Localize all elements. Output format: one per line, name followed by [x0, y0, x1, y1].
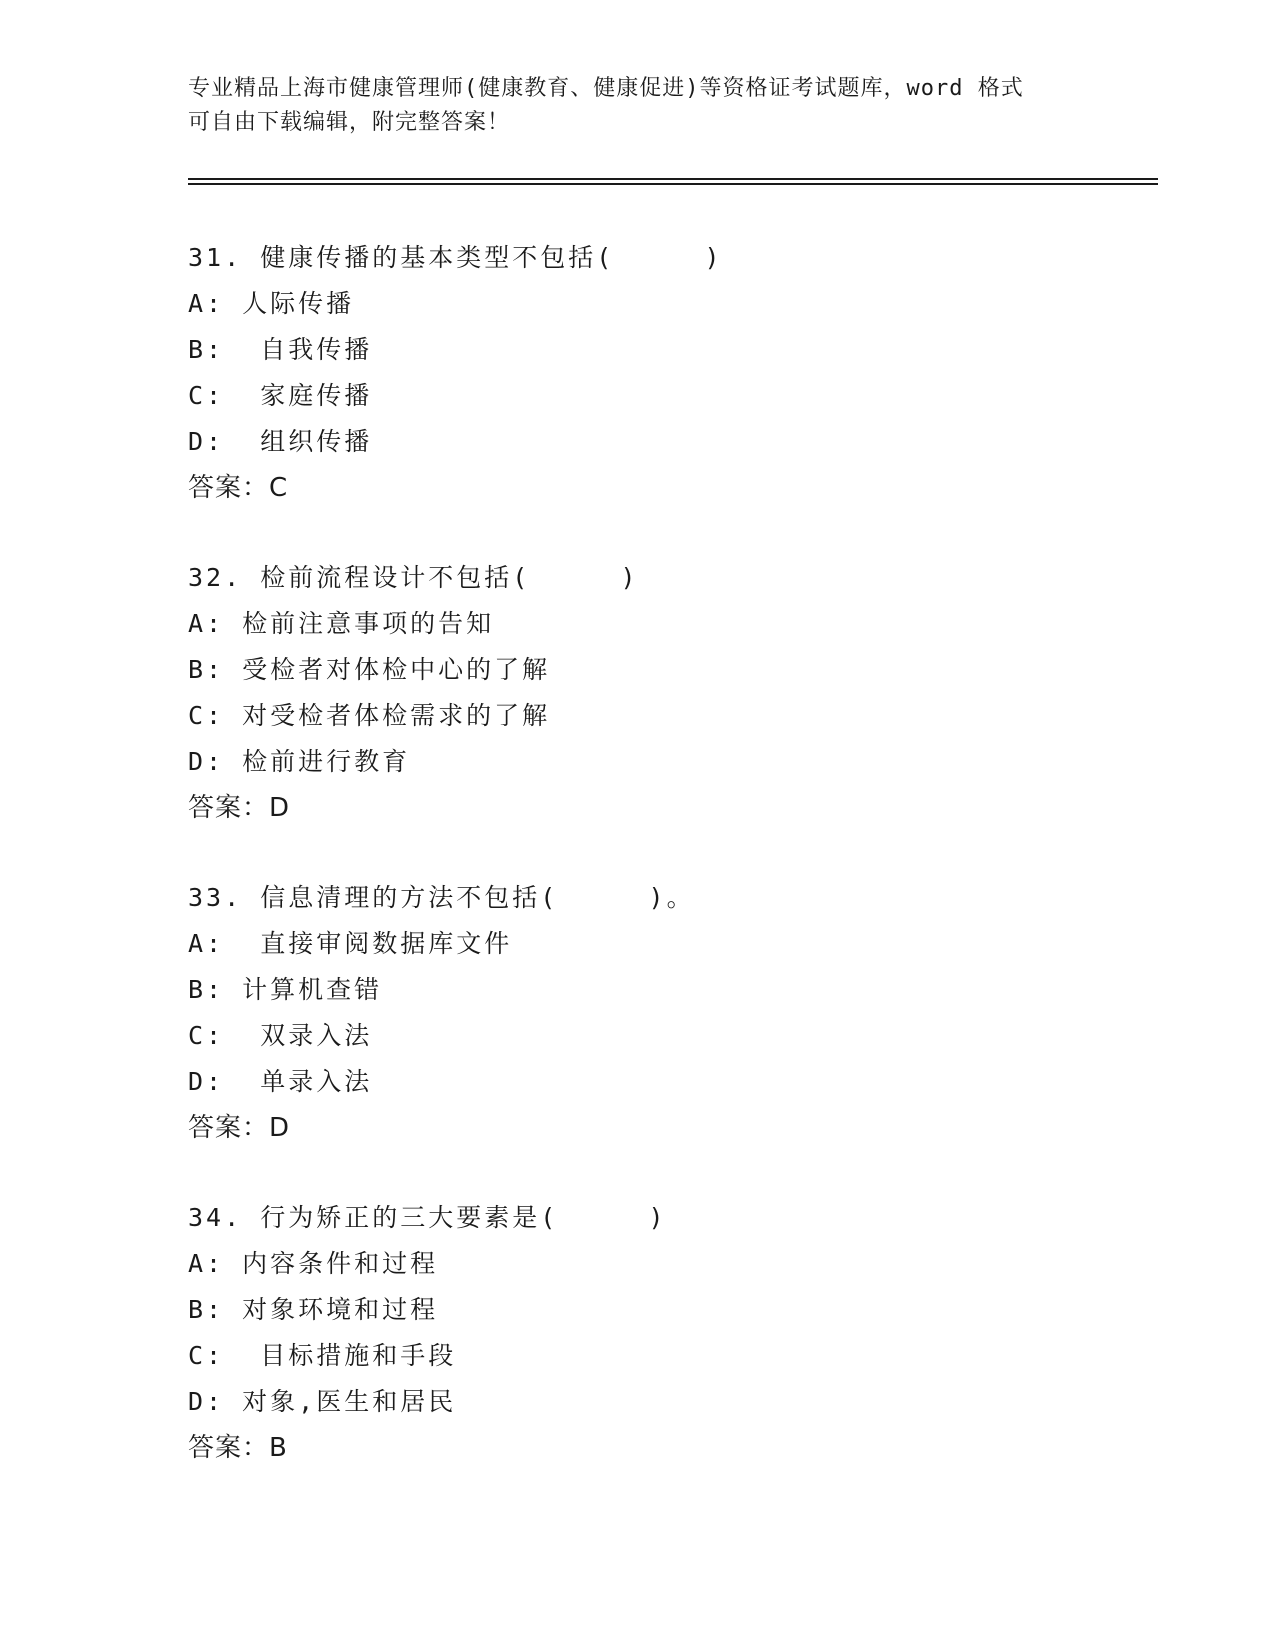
option-b: B: 对象环境和过程: [188, 1295, 439, 1324]
option-d: D: 对象,医生和居民: [188, 1387, 457, 1416]
option-d: D: 组织传播: [188, 427, 373, 456]
question-stem: 32. 检前流程设计不包括( ): [188, 563, 639, 592]
option-b: B: 受检者对体检中心的了解: [188, 655, 551, 684]
question-31: [188, 235, 1088, 511]
option-b: B: 自我传播: [188, 335, 373, 364]
answer-label: 答案：D: [188, 1113, 291, 1143]
answer-label: 答案：D: [188, 793, 291, 823]
option-c: C: 双录入法: [188, 1021, 373, 1050]
answer-label: 答案：C: [188, 473, 289, 503]
option-a: A: 人际传播: [188, 289, 355, 318]
question-33: [188, 875, 1088, 1151]
answer-label: 答案：B: [188, 1433, 288, 1463]
option-d: D: 单录入法: [188, 1067, 373, 1096]
option-b: B: 计算机查错: [188, 975, 383, 1004]
option-a: A: 内容条件和过程: [188, 1249, 439, 1278]
question-stem: 31. 健康传播的基本类型不包括( ): [188, 243, 723, 272]
document-header: [188, 72, 1088, 140]
header-line-2: 可自由下载编辑，附完整答案！: [188, 110, 511, 135]
header-divider-bottom: [188, 183, 1158, 185]
question-stem: 34. 行为矫正的三大要素是( ): [188, 1203, 667, 1232]
header-divider-top: [188, 178, 1158, 180]
option-c: C: 目标措施和手段: [188, 1341, 457, 1370]
option-c: C: 对受检者体检需求的了解: [188, 701, 551, 730]
header-line-1: 专业精品上海市健康管理师(健康教育、健康促进)等资格证考试题库，word 格式: [188, 76, 1024, 101]
option-a: A: 检前注意事项的告知: [188, 609, 495, 638]
option-c: C: 家庭传播: [188, 381, 373, 410]
question-34: [188, 1195, 1088, 1471]
option-a: A: 直接审阅数据库文件: [188, 929, 513, 958]
option-d: D: 检前进行教育: [188, 747, 411, 776]
question-stem: 33. 信息清理的方法不包括( )。: [188, 883, 695, 912]
question-32: [188, 555, 1088, 831]
